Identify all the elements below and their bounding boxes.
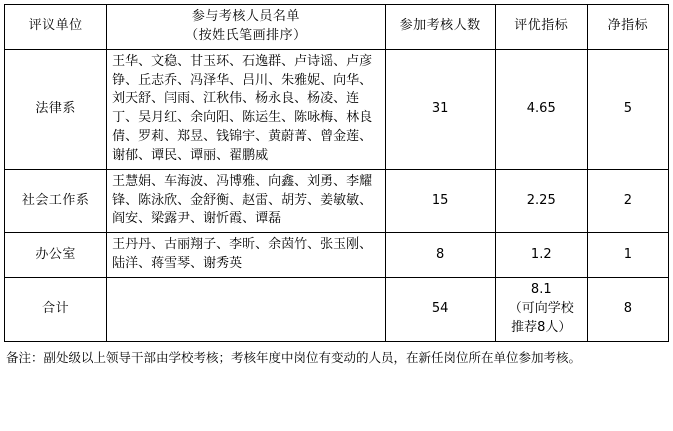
column-header-count: 参加考核人数 xyxy=(385,5,495,50)
column-header-names-line2: （按姓氏笔画排序） xyxy=(185,27,307,43)
row-unit-office: 办公室 xyxy=(5,233,107,278)
column-header-names-line1: 参与考核人员名单 xyxy=(191,9,300,24)
row-unit-law: 法律系 xyxy=(5,49,107,169)
row-names-law: 王华、文稳、甘玉环、石逸群、卢诗谣、卢彦铮、丘志乔、冯泽华、吕川、朱雅妮、向华、刘天舒、闫雨、江秋伟、杨永良、杨凌、连丁、吴月红、余向阳、陈运生、陈咏梅、林良倩、罗莉、郑昱、钱锦宇、黄蔚菁、曾金莲、谢郁、谭民、谭丽、翟鹏威 xyxy=(107,49,385,169)
row-names-socialwork: 王慧娟、车海波、冯博雅、向鑫、刘勇、李耀锋、陈泳欣、金舒衡、赵雷、胡芳、姜敏敏、阎安、梁露尹、谢忻霞、谭磊 xyxy=(107,169,385,233)
row-unit-total: 合计 xyxy=(5,277,107,341)
row-count-total: 54 xyxy=(385,277,495,341)
row-net-law: 5 xyxy=(587,49,668,169)
row-net-office: 1 xyxy=(587,233,668,278)
row-eval-socialwork: 2.25 xyxy=(495,169,587,233)
row-names-total xyxy=(107,277,385,341)
row-count-office: 8 xyxy=(385,233,495,278)
row-net-total: 8 xyxy=(587,277,668,341)
table-row xyxy=(5,169,669,233)
row-count-socialwork: 15 xyxy=(385,169,495,233)
column-header-net: 净指标 xyxy=(587,5,668,50)
table-header-row xyxy=(5,5,669,50)
row-unit-socialwork: 社会工作系 xyxy=(5,169,107,233)
table-row xyxy=(5,49,669,169)
footnote: 备注：副处级以上领导干部由学校考核；考核年度中岗位有变动的人员，在新任岗位所在单位参加考核。 xyxy=(6,349,582,365)
table-row xyxy=(5,233,669,278)
row-net-socialwork: 2 xyxy=(587,169,668,233)
row-eval-law: 4.65 xyxy=(495,49,587,169)
row-eval-total-note2: 推荐8人） xyxy=(511,319,572,335)
column-header-eval: 评优指标 xyxy=(495,5,587,50)
row-eval-total xyxy=(495,277,587,341)
row-eval-total-value: 8.1 xyxy=(530,281,552,297)
assessment-table xyxy=(4,4,669,342)
table-row-total xyxy=(5,277,669,341)
row-eval-office: 1.2 xyxy=(495,233,587,278)
column-header-names xyxy=(107,5,385,50)
row-names-office: 王丹丹、古丽翔子、李昕、余茵竹、张玉刚、陆洋、蒋雪琴、谢秀英 xyxy=(107,233,385,278)
column-header-unit: 评议单位 xyxy=(5,5,107,50)
row-eval-total-note1: （可向学校 xyxy=(508,300,574,316)
row-count-law: 31 xyxy=(385,49,495,169)
